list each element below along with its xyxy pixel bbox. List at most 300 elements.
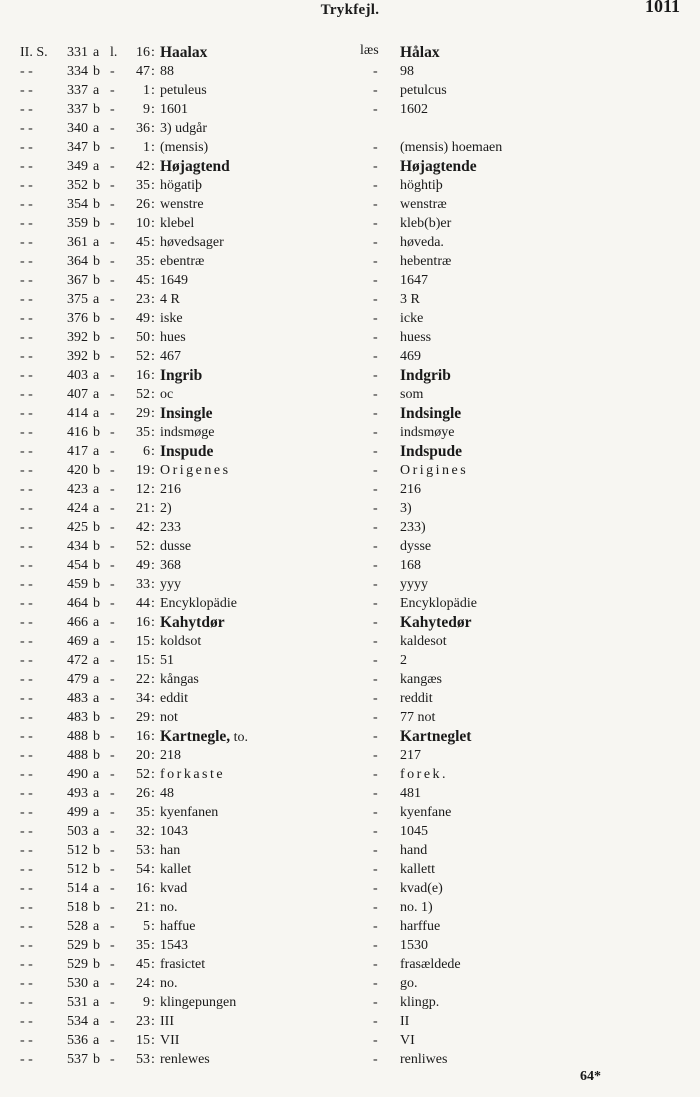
row-colon: : xyxy=(151,938,155,953)
corrected-text: 3 R xyxy=(400,292,420,307)
errata-row xyxy=(0,1031,700,1050)
row-column: b xyxy=(93,558,100,573)
row-prefix: - - xyxy=(20,159,33,174)
row-colon: : xyxy=(151,273,155,288)
row-line-number: 35 xyxy=(136,254,150,269)
row-prefix: - - xyxy=(20,558,33,573)
row-column: a xyxy=(93,615,100,630)
corrected-text: 168 xyxy=(400,558,421,573)
row-line-marker: - xyxy=(110,235,115,250)
row-line-marker: - xyxy=(110,254,115,269)
corrected-text: hebentræ xyxy=(400,254,452,269)
errata-row xyxy=(0,936,700,955)
row-colon: : xyxy=(151,482,155,497)
row-page: 529 xyxy=(67,957,88,972)
errata-row xyxy=(0,689,700,708)
row-page: 416 xyxy=(67,425,88,440)
row-dash: - xyxy=(373,83,378,98)
row-prefix: - - xyxy=(20,64,33,79)
row-colon: : xyxy=(151,102,155,117)
row-page: 469 xyxy=(67,634,88,649)
row-line-marker: - xyxy=(110,919,115,934)
row-dash: - xyxy=(373,862,378,877)
errata-list xyxy=(0,43,700,1069)
row-column: b xyxy=(93,748,100,763)
row-line-number: 34 xyxy=(136,691,150,706)
row-prefix: - - xyxy=(20,501,33,516)
row-line-number: 21 xyxy=(136,900,150,915)
errata-row xyxy=(0,385,700,404)
row-colon: : xyxy=(151,786,155,801)
row-line-marker: - xyxy=(110,216,115,231)
row-line-marker: - xyxy=(110,558,115,573)
row-colon: : xyxy=(151,368,155,383)
errata-row xyxy=(0,575,700,594)
row-line-marker: - xyxy=(110,330,115,345)
erroneous-text: Haalax xyxy=(160,44,208,61)
row-page: 499 xyxy=(67,805,88,820)
erroneous-text: kångas xyxy=(160,672,199,687)
corrected-text: kangæs xyxy=(400,672,442,687)
erroneous-text: VII xyxy=(160,1033,180,1048)
errata-row xyxy=(0,233,700,252)
erroneous-text: hues xyxy=(160,330,186,345)
row-line-marker: - xyxy=(110,577,115,592)
errata-row xyxy=(0,651,700,670)
row-colon: : xyxy=(151,900,155,915)
row-line-marker: - xyxy=(110,349,115,364)
corrected-text: 3) xyxy=(400,501,412,516)
row-page: 466 xyxy=(67,615,88,630)
row-line-number: 52 xyxy=(136,387,150,402)
corrected-text: icke xyxy=(400,311,424,326)
row-line-number: 53 xyxy=(136,1052,150,1067)
row-line-number: 29 xyxy=(136,710,150,725)
row-line-marker: - xyxy=(110,463,115,478)
row-column: a xyxy=(93,634,100,649)
row-line-marker: - xyxy=(110,444,115,459)
row-colon: : xyxy=(151,995,155,1010)
errata-row xyxy=(0,62,700,81)
row-line-marker: - xyxy=(110,596,115,611)
row-line-marker: - xyxy=(110,995,115,1010)
row-prefix: - - xyxy=(20,900,33,915)
row-dash: - xyxy=(373,273,378,288)
row-line-marker: - xyxy=(110,900,115,915)
row-dash: - xyxy=(373,482,378,497)
erroneous-text: 1043 xyxy=(160,824,188,839)
erroneous-text: indsmøge xyxy=(160,425,215,440)
row-prefix: - - xyxy=(20,919,33,934)
row-line-number: 5 xyxy=(143,919,150,934)
row-colon: : xyxy=(151,577,155,592)
row-prefix: - - xyxy=(20,349,33,364)
erroneous-text: oc xyxy=(160,387,174,402)
errata-row xyxy=(0,347,700,366)
corrected-text: høveda. xyxy=(400,235,444,250)
row-line-marker: - xyxy=(110,1014,115,1029)
row-page: 512 xyxy=(67,843,88,858)
row-colon: : xyxy=(151,83,155,98)
corrected-text: kallett xyxy=(400,862,435,877)
row-line-number: 16 xyxy=(136,45,150,60)
corrected-text: hand xyxy=(400,843,428,858)
errata-row xyxy=(0,442,700,461)
row-colon: : xyxy=(151,311,155,326)
row-line-marker: - xyxy=(110,64,115,79)
row-page: 392 xyxy=(67,349,88,364)
row-dash: - xyxy=(373,159,378,174)
row-dash: - xyxy=(373,976,378,991)
row-prefix: - - xyxy=(20,1014,33,1029)
row-colon: : xyxy=(151,216,155,231)
corrected-text: petulcus xyxy=(400,83,447,98)
errata-row xyxy=(0,195,700,214)
row-line-number: 35 xyxy=(136,178,150,193)
row-colon: : xyxy=(151,672,155,687)
row-column: a xyxy=(93,292,100,307)
corrected-text: kvad(e) xyxy=(400,881,443,896)
row-line-number: 29 xyxy=(136,406,150,421)
erroneous-text: högatiþ xyxy=(160,178,202,193)
errata-row xyxy=(0,537,700,556)
erroneous-text: frasictet xyxy=(160,957,206,972)
row-dash: - xyxy=(373,178,378,193)
row-line-number: 32 xyxy=(136,824,150,839)
row-page: 403 xyxy=(67,368,88,383)
corrected-text: 216 xyxy=(400,482,421,497)
row-line-number: 45 xyxy=(136,957,150,972)
row-column: b xyxy=(93,577,100,592)
row-colon: : xyxy=(151,615,155,630)
corrected-text: som xyxy=(400,387,424,402)
row-line-marker: - xyxy=(110,140,115,155)
errata-row xyxy=(0,556,700,575)
corrected-text: renliwes xyxy=(400,1052,448,1067)
row-line-marker: l. xyxy=(110,45,118,60)
row-line-number: 36 xyxy=(136,121,150,136)
signature-mark: 64* xyxy=(580,1069,601,1084)
row-prefix: - - xyxy=(20,121,33,136)
row-page: 518 xyxy=(67,900,88,915)
errata-row xyxy=(0,252,700,271)
row-dash: - xyxy=(373,197,378,212)
erroneous-text: Origenes xyxy=(160,463,231,478)
errata-row xyxy=(0,271,700,290)
row-line-number: 16 xyxy=(136,615,150,630)
row-column: a xyxy=(93,691,100,706)
row-prefix: - - xyxy=(20,843,33,858)
row-colon: : xyxy=(151,463,155,478)
corrected-text: reddit xyxy=(400,691,433,706)
row-line-marker: - xyxy=(110,748,115,763)
row-page: 334 xyxy=(67,64,88,79)
erroneous-text: 2) xyxy=(160,501,172,516)
row-line-number: 24 xyxy=(136,976,150,991)
erroneous-text: iske xyxy=(160,311,183,326)
row-page: 337 xyxy=(67,102,88,117)
erroneous-text: 51 xyxy=(160,653,174,668)
row-colon: : xyxy=(151,64,155,79)
row-dash: - xyxy=(373,292,378,307)
row-page: 407 xyxy=(67,387,88,402)
row-line-marker: - xyxy=(110,653,115,668)
row-page: 340 xyxy=(67,121,88,136)
erroneous-text: høvedsager xyxy=(160,235,224,250)
row-page: 364 xyxy=(67,254,88,269)
row-line-number: 6 xyxy=(143,444,150,459)
row-colon: : xyxy=(151,406,155,421)
erroneous-text: Insingle xyxy=(160,405,213,422)
row-prefix: - - xyxy=(20,881,33,896)
row-column: a xyxy=(93,1014,100,1029)
row-page: 337 xyxy=(67,83,88,98)
erroneous-text: klebel xyxy=(160,216,195,231)
row-dash: - xyxy=(373,634,378,649)
row-column: b xyxy=(93,1052,100,1067)
row-prefix: - - xyxy=(20,520,33,535)
row-colon: : xyxy=(151,140,155,155)
row-colon: : xyxy=(151,824,155,839)
row-line-marker: - xyxy=(110,615,115,630)
row-prefix: - - xyxy=(20,311,33,326)
row-dash: - xyxy=(373,140,378,155)
corrected-text: höghtiþ xyxy=(400,178,443,193)
row-page: 414 xyxy=(67,406,88,421)
row-column: a xyxy=(93,121,100,136)
row-column: a xyxy=(93,482,100,497)
erroneous-text: petuleus xyxy=(160,83,207,98)
corrected-text: wenstræ xyxy=(400,197,447,212)
corrected-text: klingp. xyxy=(400,995,440,1010)
row-prefix: - - xyxy=(20,539,33,554)
corrected-text: 469 xyxy=(400,349,421,364)
corrected-text: II xyxy=(400,1014,410,1029)
row-line-number: 12 xyxy=(136,482,150,497)
row-column: a xyxy=(93,881,100,896)
row-line-number: 21 xyxy=(136,501,150,516)
erroneous-text-extra: to. xyxy=(230,730,249,745)
errata-row xyxy=(0,1050,700,1069)
row-prefix: - - xyxy=(20,824,33,839)
row-column: b xyxy=(93,197,100,212)
errata-row xyxy=(0,309,700,328)
row-colon: : xyxy=(151,767,155,782)
row-dash: - xyxy=(373,938,378,953)
row-column: a xyxy=(93,83,100,98)
row-page: 392 xyxy=(67,330,88,345)
row-dash: - xyxy=(373,330,378,345)
errata-row xyxy=(0,214,700,233)
row-dash: - xyxy=(373,615,378,630)
row-colon: : xyxy=(151,957,155,972)
row-colon: : xyxy=(151,653,155,668)
errata-row xyxy=(0,328,700,347)
row-colon: : xyxy=(151,45,155,60)
row-colon: : xyxy=(151,387,155,402)
row-column: a xyxy=(93,444,100,459)
row-column: b xyxy=(93,311,100,326)
row-column: a xyxy=(93,805,100,820)
erroneous-text: Encyklopädie xyxy=(160,596,237,611)
row-line-number: 49 xyxy=(136,311,150,326)
corrected-text: Origines xyxy=(400,463,469,478)
row-line-number: 16 xyxy=(136,368,150,383)
row-prefix: - - xyxy=(20,710,33,725)
row-line-number: 15 xyxy=(136,653,150,668)
row-line-number: 35 xyxy=(136,938,150,953)
row-line-number: 47 xyxy=(136,64,150,79)
row-column: b xyxy=(93,330,100,345)
erroneous-text: eddit xyxy=(160,691,188,706)
corrected-text: (mensis) hoemaen xyxy=(400,140,503,155)
row-colon: : xyxy=(151,596,155,611)
row-dash: - xyxy=(373,1052,378,1067)
errata-row xyxy=(0,879,700,898)
row-dash: - xyxy=(373,216,378,231)
row-colon: : xyxy=(151,862,155,877)
row-column: b xyxy=(93,349,100,364)
row-column: b xyxy=(93,463,100,478)
row-line-number: 22 xyxy=(136,672,150,687)
errata-row xyxy=(0,81,700,100)
row-line-number: 42 xyxy=(136,159,150,174)
row-page: 417 xyxy=(67,444,88,459)
row-column: b xyxy=(93,539,100,554)
row-column: a xyxy=(93,767,100,782)
row-dash: - xyxy=(373,463,378,478)
row-column: b xyxy=(93,140,100,155)
row-line-number: 19 xyxy=(136,463,150,478)
corrected-text: kyenfane xyxy=(400,805,452,820)
row-dash: - xyxy=(373,64,378,79)
row-page: 472 xyxy=(67,653,88,668)
row-line-marker: - xyxy=(110,710,115,725)
row-line-number: 45 xyxy=(136,273,150,288)
row-dash: - xyxy=(373,748,378,763)
row-line-marker: - xyxy=(110,425,115,440)
row-column: a xyxy=(93,786,100,801)
row-colon: : xyxy=(151,691,155,706)
row-line-marker: - xyxy=(110,767,115,782)
row-page: 488 xyxy=(67,729,88,744)
row-prefix: - - xyxy=(20,729,33,744)
row-colon: : xyxy=(151,254,155,269)
errata-row xyxy=(0,917,700,936)
row-dash: - xyxy=(373,786,378,801)
row-prefix: - - xyxy=(20,482,33,497)
row-colon: : xyxy=(151,881,155,896)
erroneous-text: haffue xyxy=(160,919,196,934)
errata-row xyxy=(0,727,700,746)
row-column: a xyxy=(93,995,100,1010)
row-prefix: - - xyxy=(20,463,33,478)
row-dash: - xyxy=(373,596,378,611)
row-line-number: 33 xyxy=(136,577,150,592)
corrected-text: dysse xyxy=(400,539,432,554)
row-dash: - xyxy=(373,349,378,364)
row-colon: : xyxy=(151,710,155,725)
erroneous-text: koldsot xyxy=(160,634,202,649)
corrected-text: go. xyxy=(400,976,418,991)
row-line-number: 52 xyxy=(136,539,150,554)
corrected-text: Indgrib xyxy=(400,367,451,384)
row-line-marker: - xyxy=(110,121,115,136)
row-colon: : xyxy=(151,976,155,991)
row-dash: - xyxy=(373,520,378,535)
corrected-text: VI xyxy=(400,1033,415,1048)
row-column: a xyxy=(93,1033,100,1048)
row-page: 537 xyxy=(67,1052,88,1067)
page-number: 1011 xyxy=(644,0,680,16)
row-prefix: - - xyxy=(20,140,33,155)
corrected-text: Encyklopädie xyxy=(400,596,477,611)
row-page: 354 xyxy=(67,197,88,212)
corrected-text: yyyy xyxy=(400,577,428,592)
row-colon: : xyxy=(151,634,155,649)
row-page: 490 xyxy=(67,767,88,782)
row-line-number: 54 xyxy=(136,862,150,877)
erroneous-text: 4 R xyxy=(160,292,180,307)
row-column: a xyxy=(93,45,100,60)
row-line-number: 49 xyxy=(136,558,150,573)
row-colon: : xyxy=(151,292,155,307)
row-line-marker: - xyxy=(110,83,115,98)
corrected-text: 2 xyxy=(400,653,407,668)
row-prefix: - - xyxy=(20,938,33,953)
row-dash: - xyxy=(373,881,378,896)
row-page: 376 xyxy=(67,311,88,326)
row-line-marker: - xyxy=(110,691,115,706)
row-column: a xyxy=(93,919,100,934)
row-line-marker: - xyxy=(110,159,115,174)
row-line-marker: - xyxy=(110,102,115,117)
row-prefix: - - xyxy=(20,976,33,991)
row-line-marker: - xyxy=(110,957,115,972)
row-prefix: - - xyxy=(20,330,33,345)
row-column: a xyxy=(93,824,100,839)
row-colon: : xyxy=(151,235,155,250)
row-prefix: - - xyxy=(20,634,33,649)
row-page: 331 xyxy=(67,45,88,60)
row-colon: : xyxy=(151,178,155,193)
row-line-number: 35 xyxy=(136,805,150,820)
row-page: 425 xyxy=(67,520,88,535)
row-line-marker: - xyxy=(110,843,115,858)
row-colon: : xyxy=(151,1033,155,1048)
row-line-marker: - xyxy=(110,938,115,953)
corrected-text: huess xyxy=(400,330,432,345)
erroneous-text: 88 xyxy=(160,64,174,79)
errata-row xyxy=(0,138,700,157)
row-column: a xyxy=(93,653,100,668)
row-prefix: - - xyxy=(20,216,33,231)
row-dash: - xyxy=(373,1014,378,1029)
row-page: 459 xyxy=(67,577,88,592)
row-line-number: 15 xyxy=(136,634,150,649)
row-dash: - xyxy=(373,425,378,440)
corrected-text: 1530 xyxy=(400,938,428,953)
corrected-text: kleb(b)er xyxy=(400,216,452,231)
row-prefix: - - xyxy=(20,672,33,687)
row-page: 488 xyxy=(67,748,88,763)
erroneous-text: han xyxy=(160,843,181,858)
row-prefix: - - xyxy=(20,786,33,801)
corrected-text: Hålax xyxy=(400,44,440,61)
row-line-number: 23 xyxy=(136,1014,150,1029)
row-column: b xyxy=(93,900,100,915)
row-prefix: II. S. xyxy=(20,45,48,60)
